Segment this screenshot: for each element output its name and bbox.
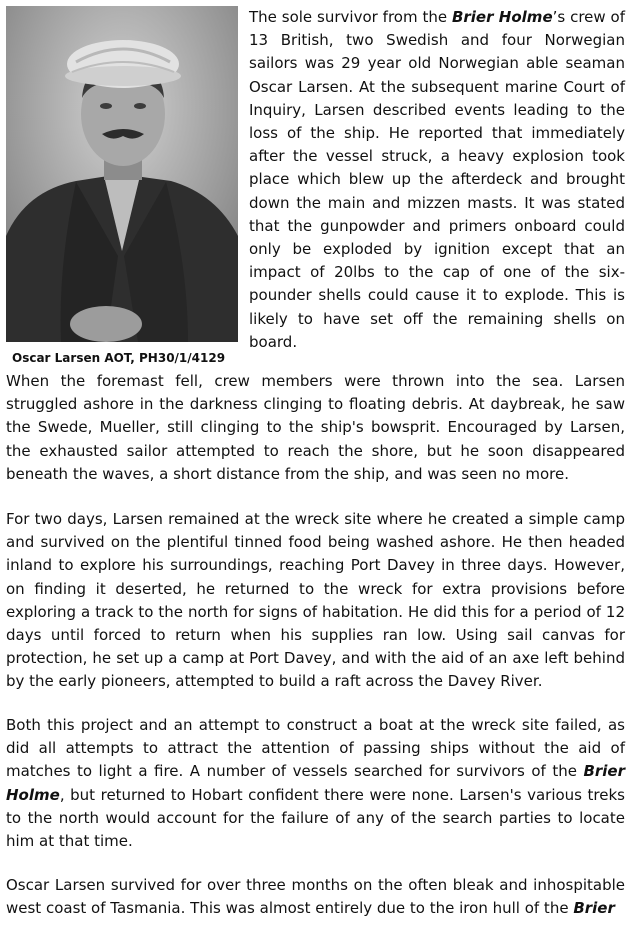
intro-text-a: The sole survivor from the [249, 8, 452, 26]
ship-name: Brier Holme [6, 762, 625, 804]
intro-text-b: ’s crew of 13 British, two Swedish and four Norwegian sailors was 29 year old Norwegian able seaman Oscar Larsen. At the subsequent marine Court of Inquiry, Larsen described events leading to the loss of the ship. He reported that immediately after the vessel struck, a heavy explosion took place which blew up the afterdeck and brought down the main and mizzen masts. It was stated that the gunpowder and primers onboard could only be exploded by ignition except that an impact of 20lbs to the cap of one of the six-pounder shells could cause it to explode. This is likely to have set off the remaining shells on board. [249, 8, 625, 351]
survival-text-a: Oscar Larsen survived for over three months on the often bleak and inhospitable west coast of Tasmania. This was almost entirely due to the iron hull of the [6, 876, 625, 918]
paragraph-survival [6, 874, 625, 920]
photo-caption: Oscar Larsen AOT, PH30/1/4129 [12, 351, 226, 365]
ship-name: Brier Holme [451, 8, 553, 26]
portrait-photo-icon [6, 6, 238, 342]
portrait-photo [6, 6, 238, 342]
intro-paragraph [249, 6, 625, 354]
paragraph-search [6, 714, 625, 853]
paragraph-foremast: When the foremast fell, crew members were thrown into the sea. Larsen struggled ashore in the darkness clinging to floating debris. At daybreak, he saw the Swede, Mueller, still clinging to the ship's bowsprit. Encouraged by Larsen, the exhausted sailor attempted to reach the shore, but he soon disappeared beneath the waves, a short distance from the ship, and was seen no more. [6, 372, 625, 483]
ship-name: Brier [573, 899, 615, 918]
search-text-b: , but returned to Hobart confident there were none. Larsen's various treks to the north would account for the failure of any of the search parties to locate him at that time. [6, 785, 625, 851]
paragraph-two-days: For two days, Larsen remained at the wreck site where he created a simple camp and survived on the plentiful tinned food being washed ashore. He then headed inland to explore his surroundings, reaching Port Davey in three days. However, on finding it deserted, he returned to the wreck for extra provisions before exploring a track to the north for signs of habitation. He did this for a period of 12 days until forced to return when his supplies ran low. Using sail canvas for protection, he set up a camp at Port Davey, and with the aid of an axe left behind by the early pioneers, attempted to build a raft across the Davey River. [6, 510, 625, 691]
portrait-figure [6, 6, 238, 368]
search-text-a: Both this project and an attempt to construct a boat at the wreck site failed, as did all attempts to attract the attention of passing ships without the aid of matches to light a fire. A number of vessels searched for survivors of the [6, 716, 625, 781]
